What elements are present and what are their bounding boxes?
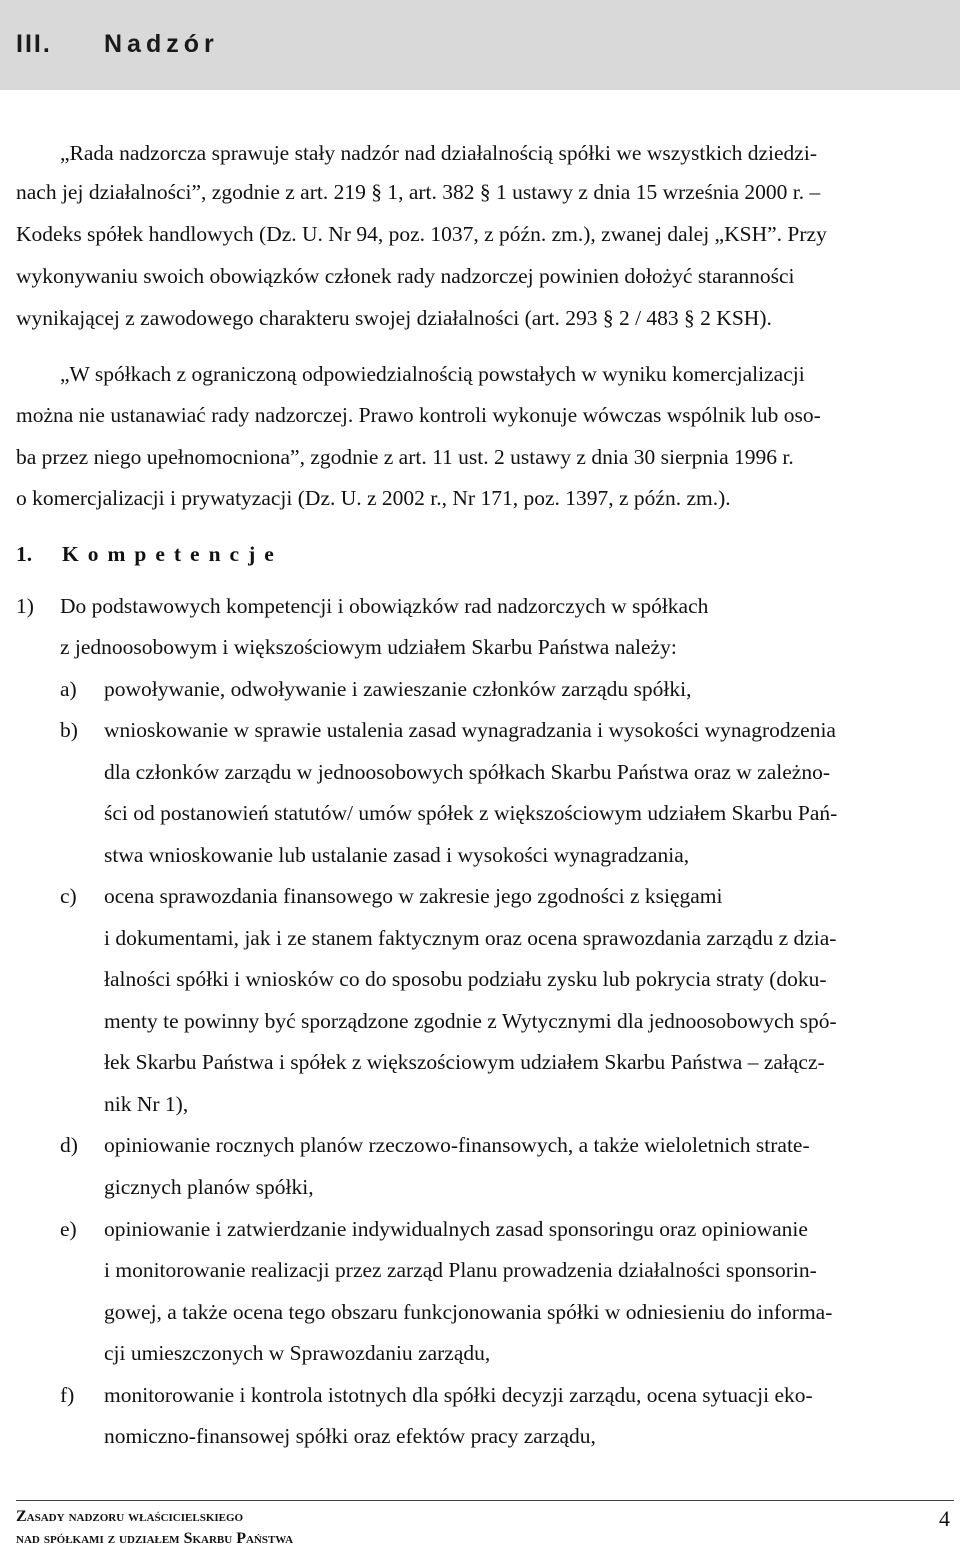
list-e-line-1: opiniowanie i zatwierdzanie indywidualnych zasad sponsoringu oraz opiniowanie bbox=[104, 1217, 808, 1241]
list-e-line-3: gowej, a także ocena tego obszaru funkcjonowania spółki w odniesieniu do informa- bbox=[104, 1300, 833, 1324]
intro-line-4: wykonywaniu swoich obowiązków członek rady nadzorczej powinien dołożyć staranności bbox=[16, 264, 795, 288]
second-line-1: „W spółkach z ograniczoną odpowiedzialnością powstałych w wyniku komercjalizacji bbox=[60, 362, 805, 386]
list-label-e: e) bbox=[60, 1217, 77, 1241]
competences-label: 1) bbox=[16, 594, 34, 618]
second-line-3: ba przez niego upełnomocniona”, zgodnie z art. 11 ust. 2 ustawy z dnia 30 sierpnia 1996 r. bbox=[16, 445, 794, 469]
list-c-line-6: nik Nr 1), bbox=[104, 1092, 189, 1116]
list-c-line-1: ocena sprawozdania finansowego w zakresie jego zgodności z księgami bbox=[104, 884, 723, 908]
list-c-line-5: łek Skarbu Państwa i spółek z większościowym udziałem Skarbu Państwa – załącz- bbox=[104, 1050, 825, 1074]
list-label-b: b) bbox=[60, 718, 78, 742]
list-f-line-2: nomiczno-finansowej spółki oraz efektów pracy zarządu, bbox=[104, 1424, 596, 1448]
list-e-line-2: i monitorowanie realizacji przez zarząd Planu prowadzenia działalności sponsorin- bbox=[104, 1258, 817, 1282]
list-b-line-1: wnioskowanie w sprawie ustalenia zasad wynagradzania i wysokości wynagrodzenia bbox=[104, 718, 836, 742]
list-c-line-3: łalności spółki i wniosków co do sposobu podziału zysku lub pokrycia straty (doku- bbox=[104, 967, 827, 991]
list-e-line-4: cji umieszczonych w Sprawozdaniu zarządu, bbox=[104, 1341, 491, 1365]
competences-line-1: Do podstawowych kompetencji i obowiązków rad nadzorczych w spółkach bbox=[60, 594, 709, 618]
list-label-f: f) bbox=[60, 1383, 75, 1407]
section-title: Kompetencje bbox=[62, 542, 283, 566]
list-label-c: c) bbox=[60, 884, 77, 908]
intro-line-5: wynikającej z zawodowego charakteru swojej działalności (art. 293 § 2 / 483 § 2 KSH). bbox=[16, 306, 772, 330]
chapter-header bbox=[0, 0, 960, 90]
list-b-line-3: ści od postanowień statutów/ umów spółek z większościowym udziałem Skarbu Pań- bbox=[104, 801, 838, 825]
intro-line-1: „Rada nadzorcza sprawuje stały nadzór nad działalnością spółki we wszystkich dziedzi- bbox=[60, 141, 817, 165]
list-c-line-2: i dokumentami, jak i ze stanem faktycznym oraz ocena sprawozdania zarządu z dzia- bbox=[104, 926, 837, 950]
page-number: 4 bbox=[939, 1506, 950, 1531]
second-line-4: o komercjalizacji i prywatyzacji (Dz. U. z 2002 r., Nr 171, poz. 1397, z późn. zm.). bbox=[16, 486, 731, 510]
chapter-number: III. bbox=[16, 30, 52, 58]
list-f-line-1: monitorowanie i kontrola istotnych dla spółki decyzji zarządu, ocena sytuacji eko- bbox=[104, 1383, 813, 1407]
list-b-line-4: stwa wnioskowanie lub ustalanie zasad i wysokości wynagradzania, bbox=[104, 843, 690, 867]
list-c-line-4: menty te powinny być sporządzone zgodnie z Wytycznymi dla jednoosobowych spó- bbox=[104, 1009, 837, 1033]
competences-line-2: z jednoosobowym i większościowym udziałem Skarbu Państwa należy: bbox=[60, 635, 677, 659]
list-b-line-2: dla członków zarządu w jednoosobowych spółkach Skarbu Państwa oraz w zależno- bbox=[104, 760, 830, 784]
intro-line-2: nach jej działalności”, zgodnie z art. 219 § 1, art. 382 § 1 ustawy z dnia 15 września 2000 r. – bbox=[16, 180, 821, 204]
list-label-d: d) bbox=[60, 1133, 78, 1157]
footer-divider bbox=[16, 1500, 954, 1501]
list-d-line-2: gicznych planów spółki, bbox=[104, 1175, 314, 1199]
footer-line-2: nad spółkami z udziałem Skarbu Państwa bbox=[16, 1530, 294, 1547]
list-label-a: a) bbox=[60, 677, 77, 701]
list-a-line-1: powoływanie, odwoływanie i zawieszanie członków zarządu spółki, bbox=[104, 677, 692, 701]
footer-line-1: Zasady nadzoru właścicielskiego bbox=[16, 1508, 244, 1525]
section-number: 1. bbox=[16, 542, 33, 566]
second-line-2: można nie ustanawiać rady nadzorczej. Prawo kontroli wykonuje wówczas wspólnik lub oso- bbox=[16, 403, 821, 427]
list-d-line-1: opiniowanie rocznych planów rzeczowo-finansowych, a także wieloletnich strate- bbox=[104, 1133, 810, 1157]
intro-line-3: Kodeks spółek handlowych (Dz. U. Nr 94, poz. 1037, z późn. zm.), zwanej dalej „KSH”. Przy bbox=[16, 222, 827, 246]
chapter-title: Nadzór bbox=[104, 30, 219, 58]
